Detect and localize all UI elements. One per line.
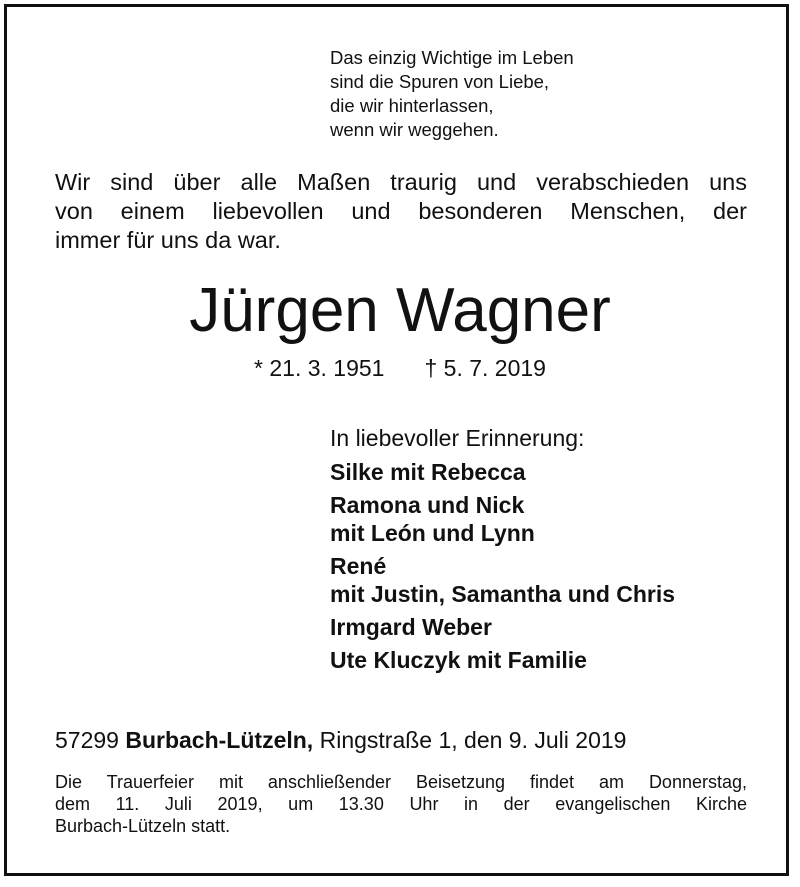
intro-line: Wir sind über alle Maßen traurig und verabschieden uns [55,169,747,195]
funeral-line: Die Trauerfeier mit anschließender Beisetzung findet am Donnerstag, [55,772,747,792]
death-date: † 5. 7. 2019 [424,355,546,381]
mourner-line: Silke mit Rebecca [330,459,526,485]
birth-date: * 21. 3. 1951 [254,355,385,381]
funeral-line: dem 11. Juli 2019, um 13.30 Uhr in der evangelischen Kirche [55,794,747,814]
motto-line: wenn wir weggehen. [330,119,499,140]
mourner-group [330,458,675,486]
motto-line: die wir hinterlassen, [330,95,494,116]
mourners-list [330,424,675,679]
mourner-line: mit León und Lynn [330,520,535,546]
mourner-group [330,552,675,608]
mourner-line: Ramona und Nick [330,492,525,518]
address-line [55,726,626,754]
intro-line: von einem liebevollen und besonderen Menschen, der [55,198,747,224]
mourner-group [330,491,675,547]
funeral-notice [55,771,747,837]
motto-line: Das einzig Wichtige im Leben [330,47,574,68]
life-dates [0,354,800,382]
mourner-group [330,613,675,641]
mourner-line: René [330,553,387,579]
intro-line: immer für uns da war. [55,227,281,253]
motto-quote [330,46,574,142]
mourner-line: Ute Kluczyk mit Familie [330,647,587,673]
mourner-line: mit Justin, Samantha und Chris [330,581,676,607]
funeral-line: Burbach-Lützeln statt. [55,816,231,836]
address-town: Burbach-Lützeln, [125,727,314,753]
intro-text [55,168,747,255]
address-zip: 57299 [55,727,119,753]
mourners-lead: In liebevoller Erinnerung: [330,425,585,451]
motto-line: sind die Spuren von Liebe, [330,71,550,92]
mourner-group [330,646,675,674]
mourner-line: Irmgard Weber [330,614,492,640]
deceased-name: Jürgen Wagner [189,276,611,345]
address-rest: Ringstraße 1, den 9. Juli 2019 [319,727,627,753]
